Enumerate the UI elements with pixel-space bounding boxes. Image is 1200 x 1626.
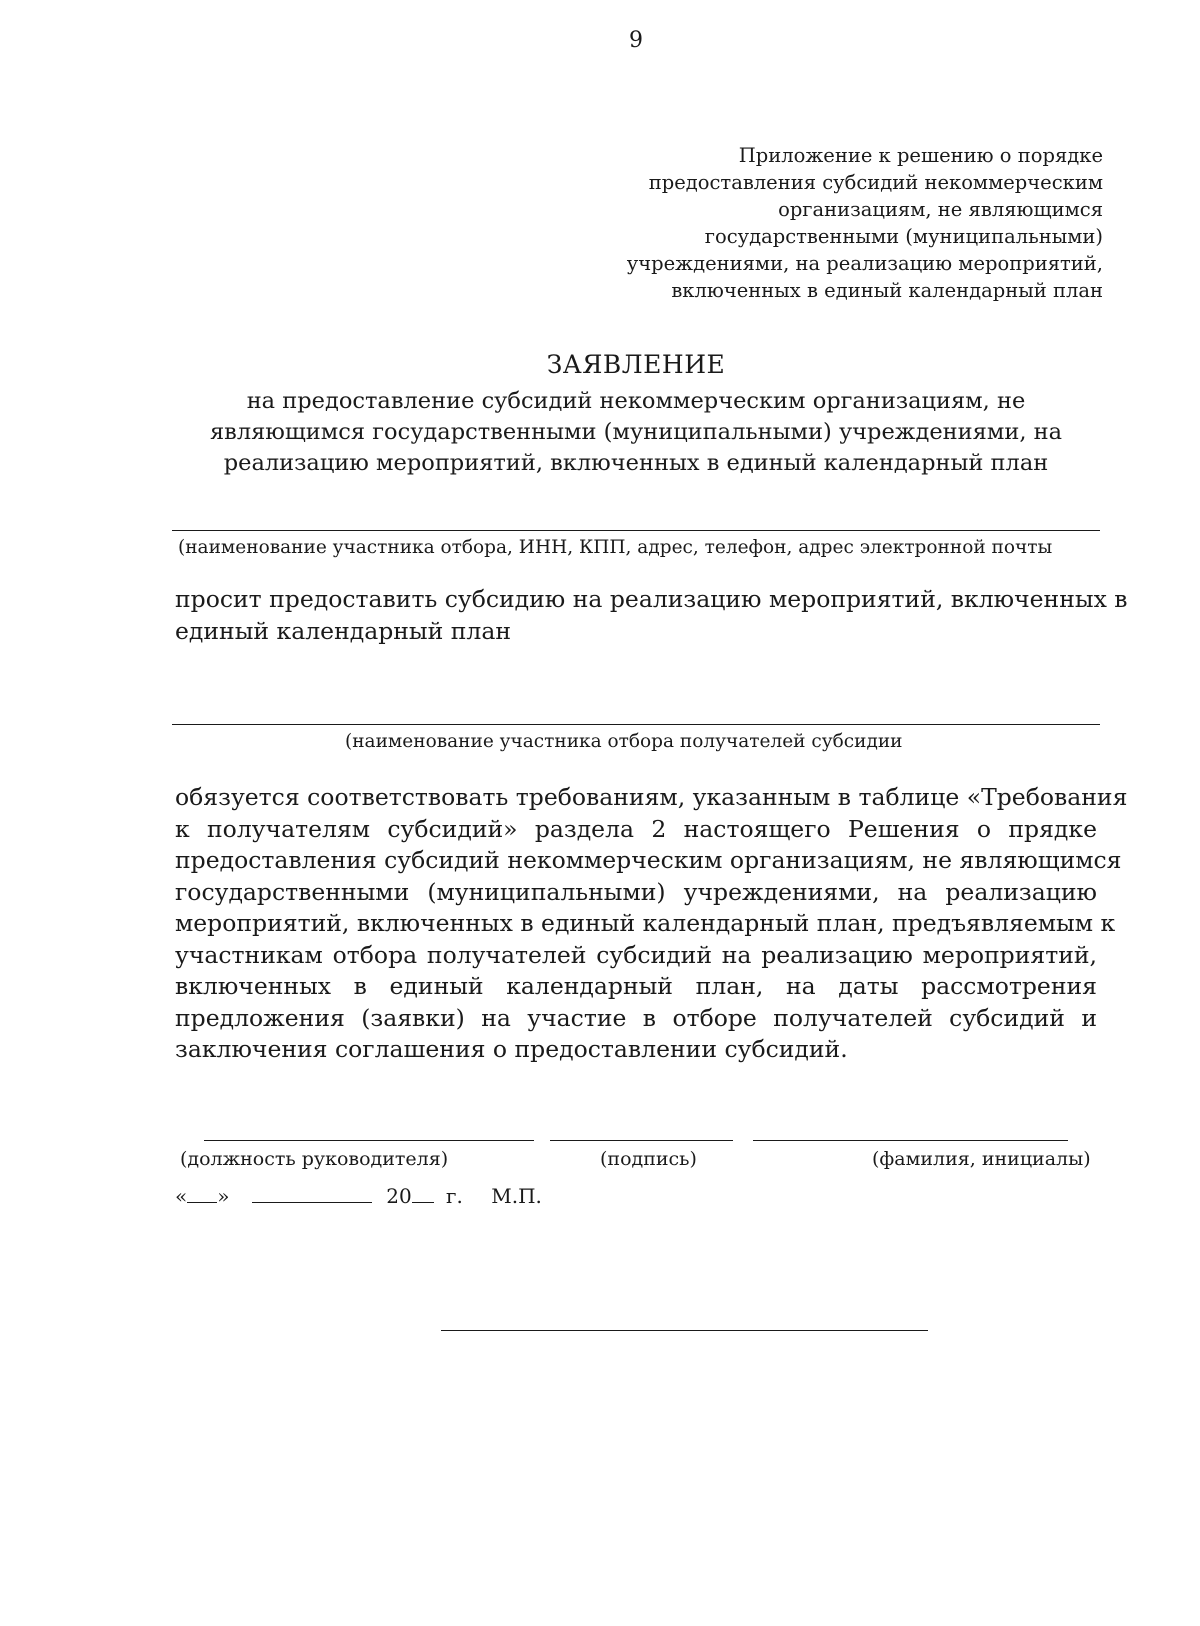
participant-fill-line[interactable] <box>172 530 1100 531</box>
request-paragraph <box>175 584 1128 647</box>
position-fill-line[interactable] <box>204 1140 534 1141</box>
obligation-line: предоставления субсидий некоммерческим организациям, не являющимся <box>175 846 1122 874</box>
request-line: единый календарный план <box>175 616 512 645</box>
appendix-line: государственными (муниципальными) <box>704 225 1103 248</box>
month-field[interactable] <box>252 1184 372 1203</box>
request-line: просит предоставить субсидию на реализацию мероприятий, включенных в <box>175 585 1128 613</box>
name-caption: (фамилия, инициалы) <box>872 1148 1091 1170</box>
open-quote: « <box>175 1184 188 1208</box>
appendix-line: предоставления субсидий некоммерческим <box>648 171 1103 194</box>
day-field[interactable] <box>187 1184 217 1203</box>
appendix-line: организациям, не являющимся <box>778 198 1103 221</box>
bottom-line <box>441 1330 928 1331</box>
close-quote: » <box>217 1184 230 1208</box>
subtitle-line: являющимся государственными (муниципальными) учреждениями, на <box>209 419 1063 445</box>
appendix-line: Приложение к решению о порядке <box>738 144 1103 167</box>
participant-caption: (наименование участника отбора, ИНН, КПП, адрес, телефон, адрес электронной почты <box>178 537 1053 558</box>
recipient-caption: (наименование участника отбора получателей субсидии <box>345 731 903 752</box>
date-row <box>175 1184 542 1208</box>
page-number: 9 <box>629 28 643 53</box>
recipient-fill-line[interactable] <box>172 724 1100 725</box>
obligation-line: включенных в единый календарный план, на даты рассмотрения <box>175 972 1097 1000</box>
appendix-note <box>543 142 1103 304</box>
obligation-line: мероприятий, включенных в единый календарный план, предъявляемым к <box>175 909 1116 937</box>
stamp-label: М.П. <box>491 1184 542 1208</box>
appendix-line: включенных в единый календарный план <box>671 279 1103 302</box>
obligation-line: обязуется соответствовать требованиям, указанным в таблице «Требования <box>175 783 1128 811</box>
year-suffix: г. <box>446 1184 463 1208</box>
obligation-line: участникам отбора получателей субсидий на реализацию мероприятий, <box>175 940 1097 969</box>
subtitle-line: на предоставление субсидий некоммерческим организациям, не <box>246 388 1026 414</box>
year-field[interactable] <box>412 1184 434 1203</box>
appendix-line: учреждениями, на реализацию мероприятий, <box>626 252 1103 275</box>
document-title: ЗАЯВЛЕНИЕ <box>546 350 726 379</box>
name-fill-line[interactable] <box>753 1140 1068 1141</box>
obligation-line: к получателям субсидий» раздела 2 настоящего Решения о прядке <box>175 814 1097 843</box>
obligation-paragraph <box>175 782 1128 1066</box>
obligation-line: предложения (заявки) на участие в отборе получателей субсидий и <box>175 1003 1097 1032</box>
obligation-line: государственными (муниципальными) учреждениями, на реализацию <box>175 877 1097 906</box>
document-subtitle <box>175 386 1097 479</box>
signature-caption: (подпись) <box>600 1148 697 1170</box>
obligation-line: заключения соглашения о предоставлении субсидий. <box>175 1035 848 1063</box>
subtitle-line: реализацию мероприятий, включенных в единый календарный план <box>223 450 1049 476</box>
year-prefix: 20 <box>386 1184 412 1208</box>
signature-fill-line[interactable] <box>550 1140 733 1141</box>
position-caption: (должность руководителя) <box>180 1148 449 1170</box>
